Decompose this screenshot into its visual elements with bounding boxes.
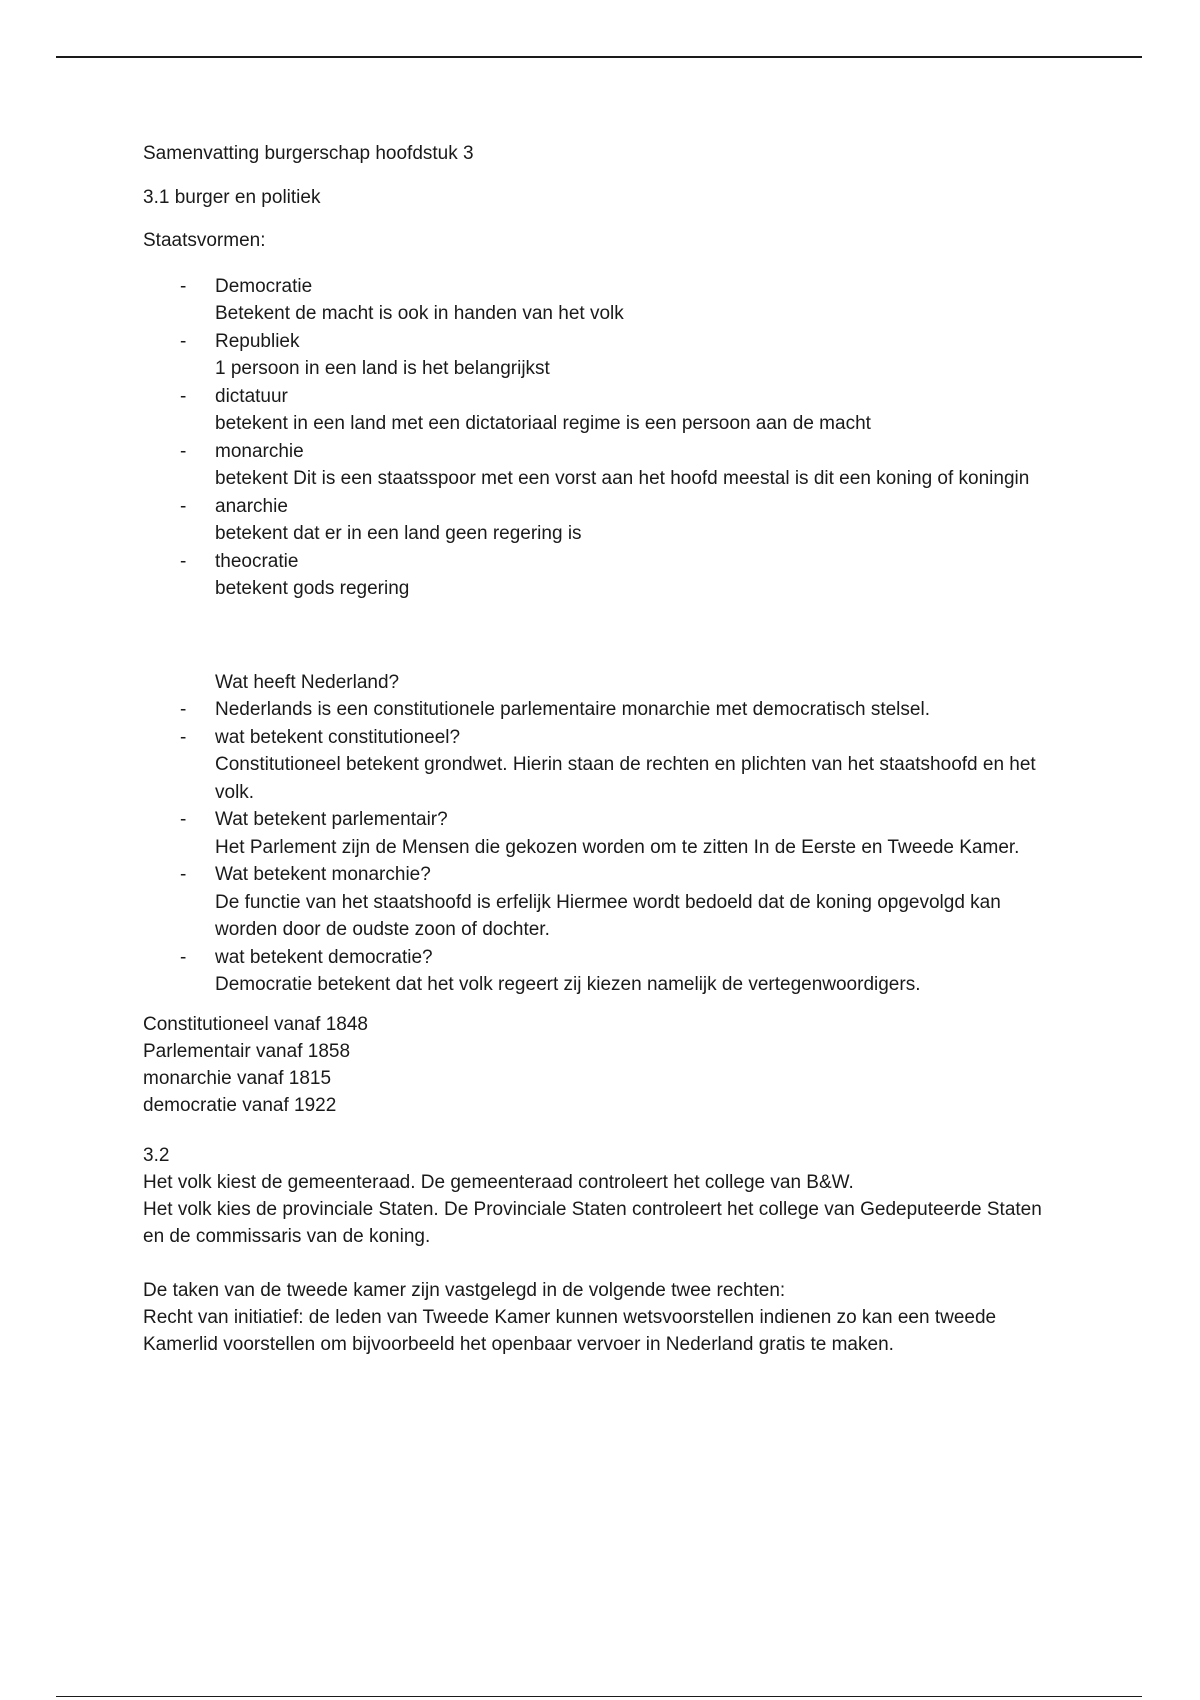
list-item-question: - Wat betekent monarchie? (215, 864, 431, 885)
list-item-definition: betekent Dit is een staatsspoor met een vorst aan het hoofd meestal is dit een koning of koningin (215, 468, 1030, 489)
header-rule (56, 56, 1142, 58)
list-item-term: - dictatuur (215, 385, 288, 407)
list-item-definition: betekent gods regering (215, 578, 410, 599)
list-item-term: - Democratie (215, 275, 313, 297)
list-item-answer: De functie van het staatshoofd is erfelijk Hiermee wordt bedoeld dat de koning opgevolgd kan worden door de oudste zoon of dochter. (215, 891, 1001, 940)
paragraph-line: De taken van de tweede kamer zijn vastgelegd in de volgende twee rechten: (143, 1279, 786, 1301)
section-3-2 (143, 1142, 1063, 1358)
spacer (143, 603, 1063, 669)
list-item (215, 806, 1063, 861)
spacer (143, 1250, 1063, 1277)
list-item-answer: Het Parlement zijn de Mensen die gekozen worden om te zitten In de Eerste en Tweede Kamer. (215, 836, 1020, 858)
list-item-definition: Betekent de macht is ook in handen van het volk (215, 303, 624, 324)
list-item-definition: betekent in een land met een dictatoriaal regime is een persoon aan de macht (215, 413, 871, 434)
nederland-question: Wat heeft Nederland? (215, 671, 400, 693)
staatsvormen-label: Staatsvormen: (143, 230, 266, 251)
list-item-question: - Nederlands is een constitutionele parlementaire monarchie met democratisch stelsel. (215, 699, 930, 720)
list-item-term: - Republiek (215, 330, 300, 352)
list-item-term: - monarchie (215, 440, 304, 462)
list-item-term: - anarchie (215, 495, 288, 517)
list-item (215, 328, 1063, 383)
year-line: democratie vanaf 1922 (143, 1094, 337, 1116)
document-title: Samenvatting burgerschap hoofdstuk 3 (143, 143, 474, 164)
list-item-term: - theocratie (215, 550, 299, 572)
year-line: Constitutioneel vanaf 1848 (143, 1013, 368, 1035)
paragraph-line: Het volk kiest de gemeenteraad. De gemeenteraad controleert het college van B&W. (143, 1171, 854, 1193)
staatsvormen-list (143, 273, 1063, 603)
year-line: monarchie vanaf 1815 (143, 1067, 332, 1089)
list-item-question: - Wat betekent parlementair? (215, 809, 448, 830)
list-item-question: - wat betekent democratie? (215, 946, 433, 968)
list-item (215, 493, 1063, 548)
footer-rule (56, 1696, 1142, 1697)
list-item (215, 861, 1063, 944)
year-line: Parlementair vanaf 1858 (143, 1040, 351, 1062)
list-item (215, 696, 1063, 724)
list-item (215, 273, 1063, 328)
years-block (143, 1011, 1063, 1119)
nederland-list (143, 696, 1063, 999)
list-item-answer: Democratie betekent dat het volk regeert zij kiezen namelijk de vertegenwoordigers. (215, 974, 921, 995)
list-item-question: - wat betekent constitutioneel? (215, 726, 461, 748)
section-heading-3-1: 3.1 burger en politiek (143, 186, 321, 208)
list-item-definition: betekent dat er in een land geen regering is (215, 523, 582, 544)
list-item (215, 944, 1063, 999)
list-item-definition: 1 persoon in een land is het belangrijkst (215, 358, 550, 379)
document-page (143, 140, 1063, 1358)
list-item (215, 383, 1063, 438)
list-item (215, 724, 1063, 807)
list-item-answer: Constitutioneel betekent grondwet. Hierin staan de rechten en plichten van het staatshoofd en het volk. (215, 754, 1036, 803)
list-item (215, 548, 1063, 603)
paragraph-line: Het volk kies de provinciale Staten. De Provinciale Staten controleert het college van Gedeputeerde Staten en de commissaris van de koning. (143, 1198, 1042, 1247)
list-item (215, 438, 1063, 493)
section-heading-3-2: 3.2 (143, 1144, 170, 1166)
paragraph-line: Recht van initiatief: de leden van Tweede Kamer kunnen wetsvoorstellen indienen zo kan een tweede Kamerlid voorstellen om bijvoorbeeld het openbaar vervoer in Nederland gratis te maken. (143, 1306, 997, 1355)
